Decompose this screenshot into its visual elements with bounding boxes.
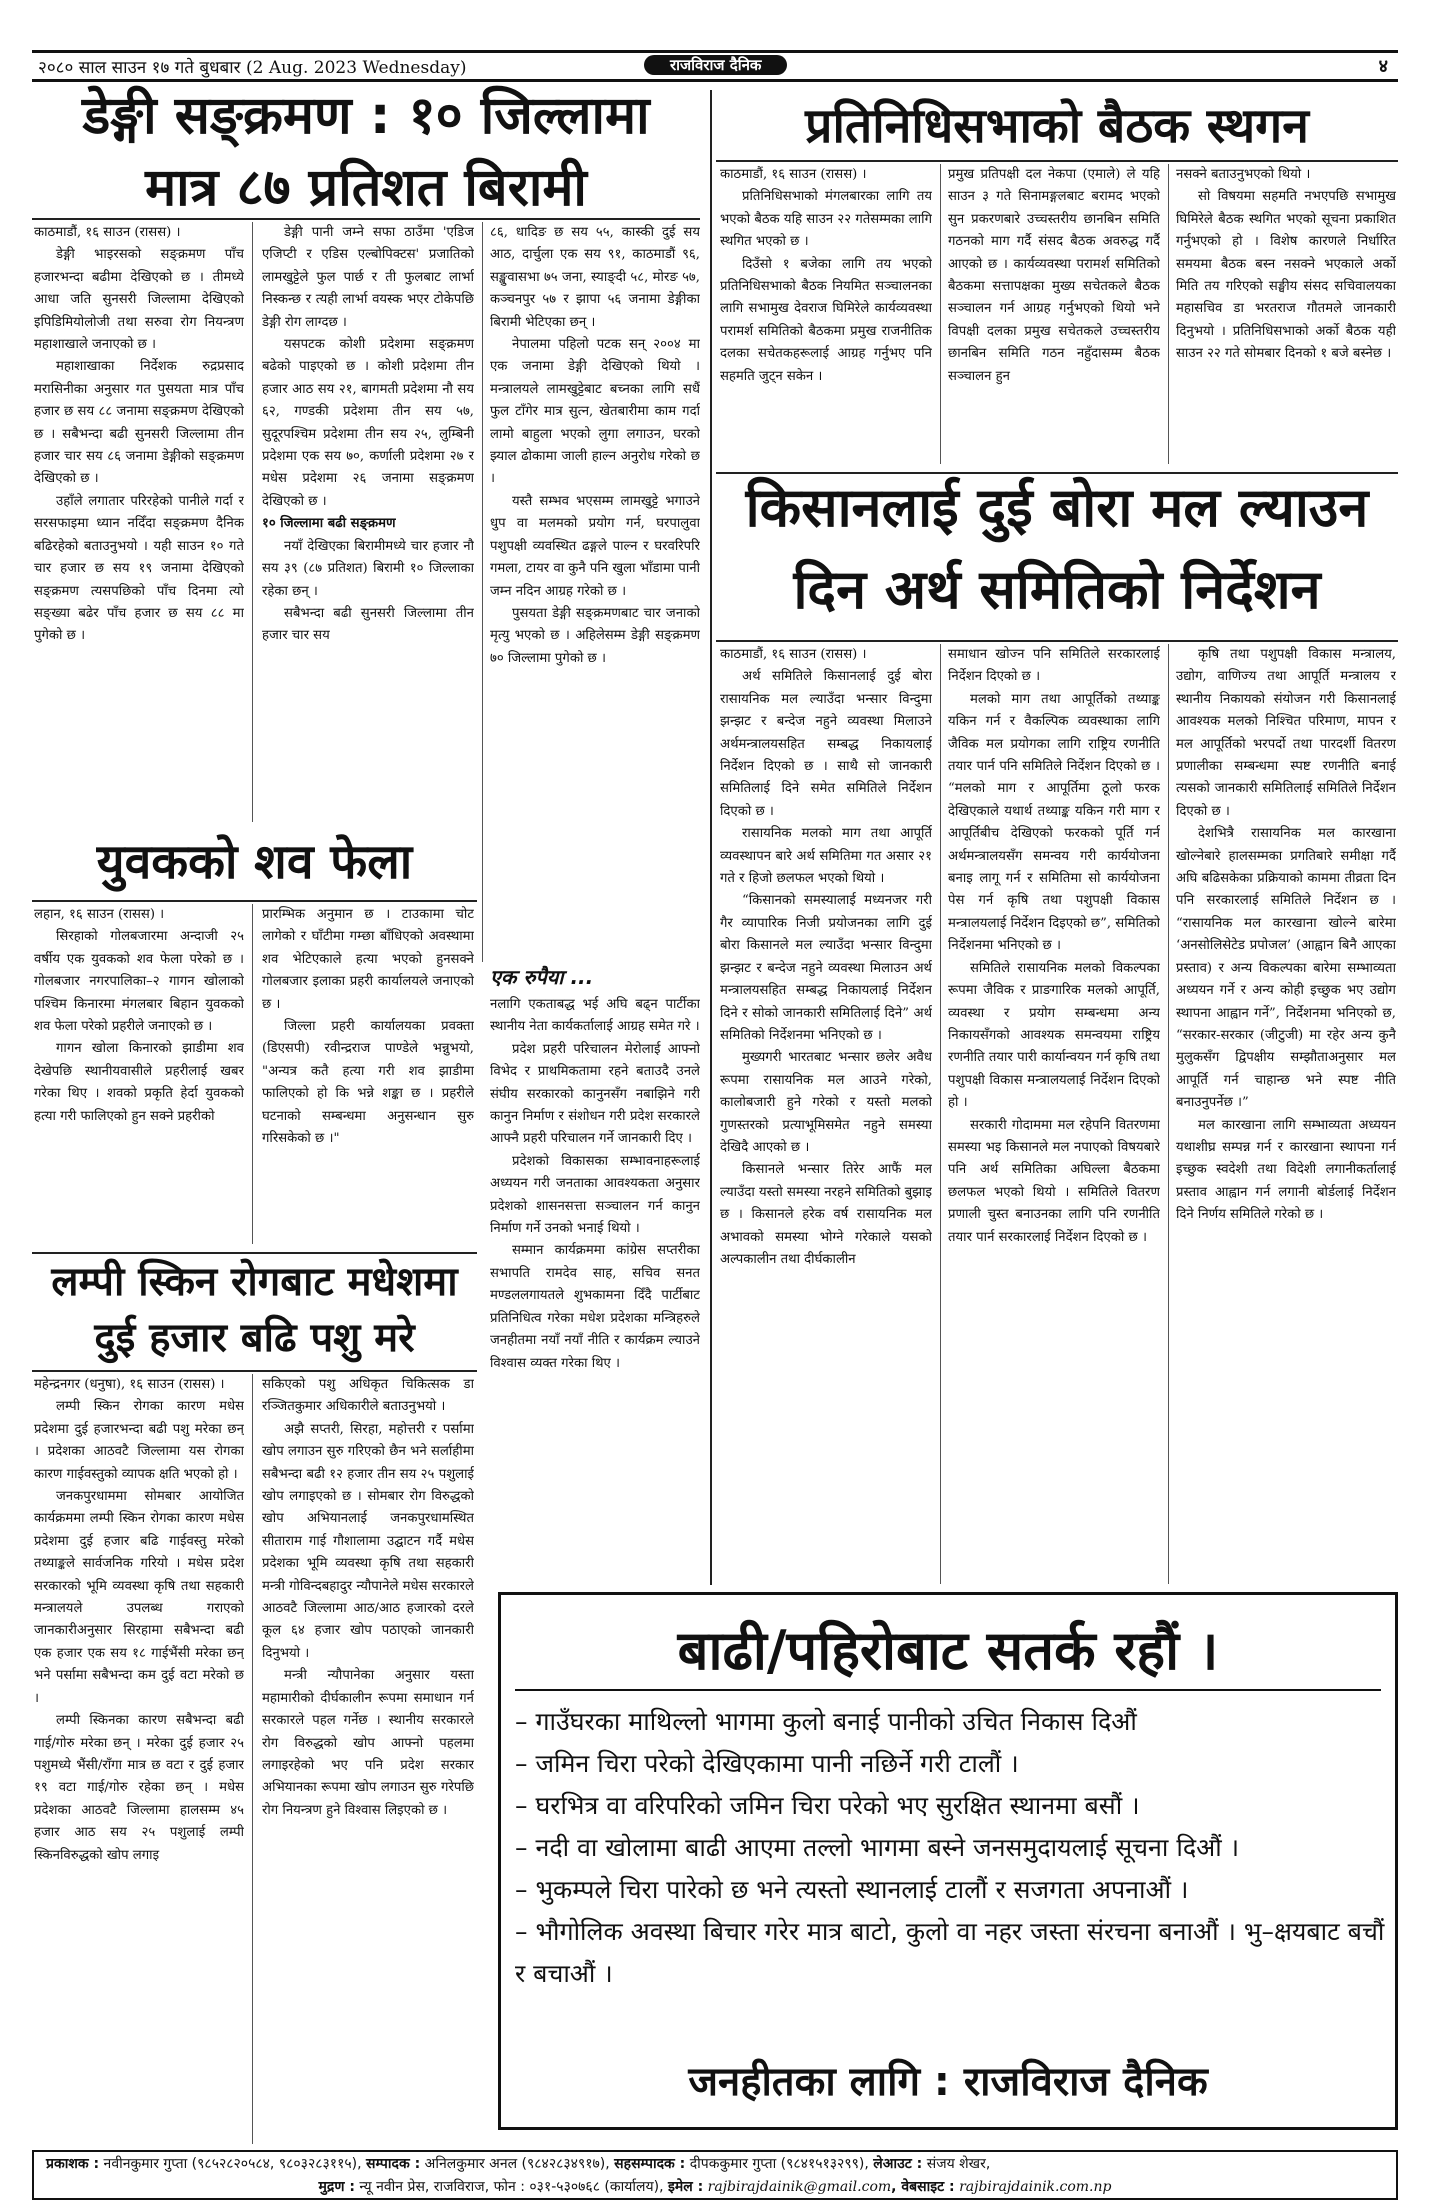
alert-title: बाढी/पहिरोबाट सतर्क रहौं ।	[677, 1619, 1219, 1682]
lumpy-column-1: महेन्द्रनगर (धनुषा), १६ साउन (रासस) । लम्पी स्किन रोगका कारण मधेस प्रदेशमा दुई हजारभन्दा बढी पशु मरेका छन् । प्रदेशका आठवटै जिल्लामा यस रोगका कारण गाईवस्तुको व्यापक क्षति भएको हो । जनकपुरधाममा सोमबार आयोजित कार्यक्रममा लम्पी स्किन रोगका कारण मधेस प्रदेशमा दुई हजार बढि गाईवस्तु मरेको तथ्याङ्कले सार्वजनिक गरियो । मधेस प्रदेश सरकारको भूमि व्यवस्था कृषि तथा सहकारी मन्त्रालयले उपलब्ध गराएको जानकारीअनुसार सिरहामा सबैभन्दा बढी एक हजार एक सय १८ गाईभैंसी मरेका छन् भने पर्सामा सबैभन्दा कम दुई वटा मरेको छ । लम्पी स्किनका कारण सबैभन्दा बढी गाई/गोरु मरेका छन् । मरेका दुई हजार २५ पशुमध्ये भैंसी/राँगा मात्र छ वटा र दुई हजार १९ वटा गाई/गोरु रहेका छन् । मधेस प्रदेशका आठवटै जिल्लामा हालसम्म ४५ हजार आठ सय २५ पशुलाई लम्पी स्किनविरुद्धको खोप लगाइ	[34, 1377, 244, 1863]
imprint-footer	[32, 2150, 1398, 2200]
alert-list	[515, 1701, 1385, 1995]
farmers-headline-1: किसानलाई दुई बोरा मल ल्याउन	[745, 476, 1369, 539]
ek-rupaiya-title: एक रुपैया ...	[490, 965, 594, 989]
issue-date: २०८० साल साउन १७ गते बुधबार (2 Aug. 2023 Wednesday)	[38, 58, 467, 78]
farmers-column-2: समाधान खोज्न पनि समितिले सरकारलाई निर्देशन दिएको छ । मलको माग तथा आपूर्तिको तथ्याङ्क यकिन गर्न र वैकल्पिक व्यवस्थाका लागि जैविक मल प्रयोगका लागि राष्ट्रिय रणनीति तयार पार्न पनि समितिले निर्देशन दिएको छ । “मलको माग र आपूर्तिमा ठूलो फरक देखिएकाले यथार्थ तथ्याङ्क यकिन गरी माग र आपूर्तिबीच देखिएको फरकको पूर्ति गर्न अर्थमन्त्रालयसँग समन्वय गरी कार्ययोजना बनाइ लागू गर्न र समितिमा सो कार्ययोजना पेस गर्न कृषि तथा पशुपक्षी विकास मन्त्रालयलाई निर्देशन दिइएको छ”, समितिको निर्देशनमा भनिएको छ । समितिले रासायनिक मलको विकल्पका रूपमा जैविक र प्राङगारिक मलको आपूर्ति, व्यवस्था र प्रयोग सम्बन्धमा अन्य निकायसँगको आवश्यक समन्वयमा राष्ट्रिय रणनीति तयार पारी कार्यान्वयन गर्न कृषि तथा पशुपक्षी विकास मन्त्रालयलाई निर्देशन दिएको हो । सरकारी गोदाममा मल रहेपनि वितरणमा समस्या भइ किसानले मल नपाएको विषयबारे पनि अर्थ समितिका अघिल्ला बैठकमा छलफल भएको थियो । समितिले वितरण प्रणाली चुस्त बनाउनका लागि पनि रणनीति तयार पार्न सरकारलाई निर्देशन दिएको छ ।	[948, 647, 1160, 1245]
parliament-column-1: काठमाडौं, १६ साउन (रासस) । प्रतिनिधिसभाको मंगलबारका लागि तय भएको बैठक यहि साउन २२ गतेसम्मका लागि स्थगित भएको छ । दिउँसो १ बजेका लागि तय भएको प्रतिनिधिसभाको बैठक नियमित सञ्चालनका लागि सभामुख देवराज घिमिरेले कार्यव्यवस्था परामर्श समितिको बैठकमा प्रमुख राजनीतिक दलका सचेतकहरूलाई आग्रह गर्नुभए पनि सहमति जुट्न सकेन ।	[720, 167, 932, 384]
alert-item: – गाउँघरका माथिल्लो भागमा कुलो बनाई पानीको उचित निकास दिऔं	[515, 1707, 1137, 1736]
dengue-column-1: काठमाडौं, १६ साउन (रासस) । डेङ्गी भाइरसको सङ्क्रमण पाँच हजारभन्दा बढीमा देखिएको छ । तीमध्ये आधा जति सुनसरी जिल्लामा देखिएको इपिडिमियोलोजी तथा सरुवा रोग नियन्त्रण महाशाखाले जनाएको छ । महाशाखाका निर्देशक रुद्रप्रसाद मरासिनीका अनुसार गत पुसयता मात्र पाँच हजार छ सय ८८ जनामा सङ्क्रमण देखिएको छ । सबैभन्दा बढी सुनसरी जिल्लामा तीन हजार चार सय ८६ जनामा डेङ्गीको सङ्क्रमण देखिएको छ । उहाँले लगातार परिरहेको पानीले गर्दा र सरसफाइमा ध्यान नदिँदा सङ्क्रमण दैनिक बढिरहेको बताउनुभयो । यही साउन १० गते चार हजार छ सय १९ जनामा देखिएको सङ्क्रमण त्यसपछिको पाँच दिनमा त्यो सङ्ख्या बढेर पाँच हजार छ सय ८८ मा पुगेको छ ।	[34, 225, 244, 644]
ek-rupaiya-column: नलागि एकताबद्ध भई अघि बढ्न पार्टीका स्थानीय नेता कार्यकर्तालाई आग्रह समेत गरे । प्रदेश प्रहरी परिचालन मेरोलाई आफ्नो विभेद र प्राथमिकतामा रहने बताउदै उनले संघीय सरकारको कानुनसँग नबाझिने गरी कानुन निर्माण र संशोधन गरी प्रदेश सरकारले आफ्नै प्रहरी परिचालन गर्ने जानकारी दिए । प्रदेशको विकासका सम्भावनाहरूलाई अध्ययन गरी जनताका आवश्यकता अनुसार प्रदेशको शासनसत्ता सञ्चालन गर्न कानुन निर्माण गर्ने उनको भनाई थियो । सम्मान कार्यक्रममा कांग्रेस सप्तरीका सभापति रामदेव साह, सचिव सनत मण्डललगायतले शुभकामना दिँदै पार्टीबाट प्रतिनिधित्व गरेका मधेश प्रदेशका मन्त्रिहरुले जनहीतमा नयाँ नयाँ नीति र कार्यक्रम ल्याउने विश्वास व्यक्त गरेका थिए ।	[490, 997, 700, 1371]
alert-item: – घरभित्र वा वरिपरिको जमिन चिरा परेको भए सुरक्षित स्थानमा बसौं ।	[515, 1791, 1140, 1820]
website-link[interactable]: rajbirajdainik.com.np	[959, 2179, 1112, 2195]
parliament-column-3: नसक्ने बताउनुभएको थियो । सो विषयमा सहमति नभएपछि सभामुख घिमिरेले बैठक स्थगित भएको सूचना प्रकाशित गर्नुभएको हो । विशेष कारणले निर्धारित समयमा बैठक बस्न नसक्ने भएकाले अर्को मिति तय गरिएको सङ्घीय संसद सचिवालयका महासचिव डा भरतराज गौतमले जानकारी दिनुभयो । प्रतिनिधिसभाको अर्को बैठक यही साउन २२ गते सोमबार दिनको १ बजे बस्नेछ ।	[1176, 167, 1396, 362]
farmers-column-3: कृषि तथा पशुपक्षी विकास मन्त्रालय, उद्योग, वाणिज्य तथा आपूर्ति मन्त्रालय र स्थानीय निकायको संयोजन गरी किसानलाई आवश्यक मलको निश्चित परिमाण, मापन र मल आपूर्तिको भरपर्दो तथा पारदर्शी वितरण प्रणालीका सम्बन्धमा स्पष्ट रणनीति बनाई त्यसको जानकारी समितिलाई समितिले निर्देशन दिएको छ । देशभित्रै रासायनिक मल कारखाना खोल्नेबारे हालसम्मका प्रगतिबारे समीक्षा गर्दै अघि बढिसकेका प्रक्रियाको काममा तीव्रता दिन पनि सरकारलाई समितिले निर्देशन छ । “रासायनिक मल कारखाना खोल्ने बारेमा ‘अनसोलिसेटेड प्रपोजल’ (आह्वान बिनै आएका प्रस्ताव) र अन्य विकल्पका बारेमा सम्भाव्यता अध्ययन गर्ने र अन्य कोही इच्छुक भए उद्योग स्थापना आह्वान गर्ने”, निर्देशनमा भनिएको छ, “सरकार-सरकार (जीटुजी) मा रहेर अन्य कुनै मुलुकसँग द्विपक्षीय सम्झौताअनुसार मल आपूर्ति गर्न चाहान्छ भने स्पष्ट नीति बनाउनुपर्नेछ ।” मल कारखाना लागि सम्भाव्यता अध्ययन यथाशीघ्र सम्पन्न गर्न र कारखाना स्थापना गर्न इच्छुक स्वदेशी तथा विदेशी लगानीकर्तालाई प्रस्ताव आह्वान गर्न लगानी बोर्डलाई निर्देशन दिने निर्णय समितिले गरेको छ ।	[1176, 647, 1396, 1223]
alert-item: – जमिन चिरा परेको देखिएकामा पानी नछिर्ने गरी टालौं ।	[515, 1749, 1019, 1778]
dengue-headline-1: डेङ्गी सङ्क्रमण : १० जिल्लामा	[82, 86, 650, 146]
page-number: ४	[1378, 56, 1388, 77]
alert-item: – भुकम्पले चिरा पारेको छ भने त्यस्तो स्थानलाई टालौं र सजगता अपनाऔं ।	[515, 1875, 1189, 1904]
masthead-logo: राजविराज दैनिक	[644, 55, 787, 75]
parliament-column-2: प्रमुख प्रतिपक्षी दल नेकपा (एमाले) ले यहि साउन ३ गते सिनामङ्गलबाट बरामद भएको सुन प्रकरणबारे उच्चस्तरीय छानबिन समिति गठनको माग गर्दै संसद बैठक अवरुद्ध गर्दै आएको छ । कार्यव्यवस्था परामर्श समितिको बैठकमा सत्तापक्षका मुख्य सचेतकले बैठक सञ्चालन गर्न आग्रह गर्नुभएको थियो भने विपक्षी दलका प्रमुख सचेतकले उच्चस्तरीय छानबिन समिति गठन नहुँदासम्म बैठक सञ्चालन हुन	[948, 167, 1160, 384]
farmers-column-1: काठमाडौं, १६ साउन (रासस) । अर्थ समितिले किसानलाई दुई बोरा रासायनिक मल ल्याउँदा भन्सार विन्दुमा झन्झट र बन्देज नहुने व्यवस्था मिलाउने अर्थमन्त्रालयसहित सम्बद्ध निकायलाई निर्देशन दिएको छ । साथै सो जानकारी समितिलाई दिने समेत समितिले निर्देशन दिएको छ । रासायनिक मलको माग तथा आपूर्ति व्यवस्थापन बारे अर्थ समितिमा गत असार २१ गते र हिजो छलफल भएको थियो । “किसानको समस्यालाई मध्यनजर गरी गैर व्यापारिक निजी प्रयोजनका लागि दुई बोरा किसानले मल ल्याउँदा भन्सार विन्दुमा झन्झट र बन्देज नहुने व्यवस्था मिलाउन अर्थ मन्त्रालयसहित सम्बद्ध निकायलाई निर्देशन दिने र सोको जानकारी समितिलाई दिने” अर्थ समितिको निर्देशनमा भनिएको छ । मुख्यगरी भारतबाट भन्सार छलेर अवैध रूपमा रासायनिक मल आउने गरेको, कालोबजारी हुने गरेको र यस्तो मलको गुणस्तरको प्रत्याभूमिसमेत नहुने समस्या देखिदै आएको छ । किसानले भन्सार तिरेर आफैं मल ल्याउँदा यस्तो समस्या नरहने समितिको बुझाइ छ । किसानले हरेक वर्ष रासायनिक मल अभावको समस्या भोग्ने गरेकाले यसको अल्पकालीन तथा दीर्घकालीन	[720, 647, 932, 1267]
lumpy-headline-1: लम्पी स्किन रोगबाट मधेशमा	[51, 1259, 458, 1305]
dengue-column-2: डेङ्गी पानी जम्ने सफा ठाउँमा 'एडिज एजिप्टी र एडिस एल्बोपिक्टस' प्रजातिको लामखुट्टेले फुल पार्छ र ती फुलबाट लार्भा निस्कन्छ र त्यही लार्भा वयस्क भएर टोकेपछि डेङ्गी रोग लाग्दछ । यसपटक कोशी प्रदेशमा सङ्क्रमण बढेको पाइएको छ । कोशी प्रदेशमा तीन हजार आठ सय २१, बागमती प्रदेशमा नौ सय ६२, गण्डकी प्रदेशमा तीन सय ५७, सुदूरपश्चिम प्रदेशमा तीन सय २५, लुम्बिनी प्रदेशमा एक सय ७०, कर्णाली प्रदेशमा २७ र मधेस प्रदेशमा २६ जनामा सङ्क्रमण देखिएको छ । १० जिल्लामा बढी सङ्क्रमण नयाँ देखिएका बिरामीमध्ये चार हजार नौ सय ३९ (८७ प्रतिशत) बिरामी १० जिल्लाका रहेका छन् । सबैभन्दा बढी सुनसरी जिल्लामा तीन हजार चार सय	[262, 225, 474, 644]
dengue-subhead: १० जिल्लामा बढी सङ्क्रमण	[262, 516, 396, 532]
email-link[interactable]: rajbirajdainik@gmail.com	[707, 2179, 892, 2195]
youth-column-2: प्रारम्भिक अनुमान छ । टाउकामा चोट लागेको र घाँटीमा गम्छा बाँधिएको अवस्थामा शव भेटिएकाले हत्या भएको हुनसक्ने गोलबजार इलाका प्रहरी कार्यालयले जनाएको छ । जिल्ला प्रहरी कार्यालयका प्रवक्ता (डिएसपी) रवीन्द्रराज पाण्डेले भन्नुभयो, "अन्यत्र कतै हत्या गरी शव झाडीमा फालिएको हो कि भन्ने शङ्का छ । प्रहरीले घटनाको सम्बन्धमा अनुसन्धान सुरु गरिसकेको छ ।"	[262, 907, 474, 1147]
alert-footer: जनहीतका लागि : राजविराज दैनिक	[688, 2059, 1208, 2105]
dengue-headline-2: मात्र ८७ प्रतिशत बिरामी	[145, 158, 587, 218]
alert-item: – भौगोलिक अवस्था बिचार गरेर मात्र बाटो, कुलो वा नहर जस्ता संरचना बनाऔं । भु–क्षयबाट बचौं र बचाऔं ।	[515, 1917, 1385, 1988]
dengue-rule	[32, 218, 700, 220]
parliament-headline: प्रतिनिधिसभाको बैठक स्थगन	[805, 98, 1309, 154]
youth-column-1: लहान, १६ साउन (रासस) । सिरहाको गोलबजारमा अन्दाजी २५ वर्षीय एक युवकको शव फेला परेको छ । गोलबजार नगरपालिका–२ गागन खोलाको पश्चिम किनारमा मंगलबार बिहान युवकको शव फेला परेको प्रहरीले जनाएको छ । गागन खोला किनारको झाडीमा शव देखेपछि स्थानीयवासीले प्रहरीलाई खबर गरेका थिए । शवको प्रकृति हेर्दा युवकको हत्या गरी फालिएको हुन सक्ने प्रहरीको	[34, 907, 244, 1124]
lumpy-column-2: सकिएको पशु अधिकृत चिकित्सक डा रञ्जितकुमार अधिकारीले बताउनुभयो । अझै सप्तरी, सिरहा, महोत्तरी र पर्सामा खोप लगाउन सुरु गरिएको छैन भने सर्लाहीमा सबैभन्दा बढी १२ हजार तीन सय २५ पशुलाई खोप लगाइएको छ । सोमबार रोग विरुद्धको खोप अभियानलाई जनकपुरधामस्थित सीताराम गाई गौशालामा उद्घाटन गर्दै मधेस प्रदेशका भूमि व्यवस्था कृषि तथा सहकारी मन्त्री गोविन्दबहादुर न्यौपानेले मधेस सरकारले आठवटै जिल्लामा आठ/आठ हजारको दरले कूल ६४ हजार खोप पठाएको जानकारी दिनुभयो । मन्त्री न्यौपानेका अनुसार यस्ता महामारीको दीर्घकालीन रूपमा समाधान गर्न सरकारले पहल गर्नेछ । स्थानीय सरकारले रोग विरुद्धको खोप आफ्नो पहलमा लगाइरहेको भए पनि प्रदेश सरकार अभियानका रूपमा खोप लगाउन सुरु गरेपछि रोग नियन्त्रण हुने विश्वास लिइएको छ ।	[262, 1377, 474, 1818]
youth-headline: युवकको शव फेला	[96, 834, 413, 890]
flood-alert-box	[498, 1592, 1398, 2130]
alert-item: – नदी वा खोलामा बाढी आएमा तल्लो भागमा बस्ने जनसमुदायलाई सूचना दिऔं ।	[515, 1833, 1240, 1862]
imprint-line-1: प्रकाशक : नवीनकुमार गुप्ता (९८५२८२०५८४, ९८०३२८३११५), सम्पादक : अनिलकुमार अनल (९८४२८३४९१७), सहसम्पादक : दीपककुमार गुप्ता (९८४१५१३२९९), लेआउट : संजय शेखर,	[46, 2156, 991, 2172]
lumpy-headline-2: दुई हजार बढि पशु मरे	[94, 1315, 415, 1361]
imprint-line-2: मुद्रण : न्यू नवीन प्रेस, राजविराज, फोन : ०३१-५३०७६८ (कार्यालय), इमेल : rajbirajdainik@gmail.com, वेबसाइट : rajbirajdainik.com.np	[318, 2179, 1112, 2195]
page-header	[32, 50, 1398, 82]
farmers-headline-2: दिन अर्थ समितिको निर्देशन	[793, 558, 1321, 621]
dengue-column-3: ८६, धादिङ छ सय ५५, कास्की दुई सय आठ, दार्चुला एक सय ९१, काठमाडौं ९६, सङ्खुवासभा ७५ जना, स्याङ्दी ५८, मोरङ ५७, कञ्चनपुर ५७ र झापा ५६ जनामा डेङ्गीका बिरामी भेटिएका छन् । नेपालमा पहिलो पटक सन् २००४ मा एक जनामा डेङ्गी देखिएको थियो । मन्त्रालयले लामखुट्टेबाट बच्नका लागि सधैं फुल टाँगेर मात्र सुत्न, खेतबारीमा काम गर्दा लामो बाहुला भएको लुगा लगाउन, घरको झ्याल ढोकामा जाली हाल्न अनुरोध गरेको छ । यस्तै सम्भव भएसम्म लामखुट्टे भगाउने धुप वा मलमको प्रयोग गर्न, घरपालुवा पशुपक्षी व्यवस्थित ढङ्गले पाल्न र घरवरिपरि गमला, टायर वा कुनै पनि खुला भाँडामा पानी जम्न नदिन आग्रह गरेको छ । पुसयता डेङ्गी सङ्क्रमणबाट चार जनाको मृत्यु भएको छ । अहिलेसम्म डेङ्गी सङ्क्रमण ७० जिल्लामा पुगेको छ ।	[490, 225, 700, 666]
